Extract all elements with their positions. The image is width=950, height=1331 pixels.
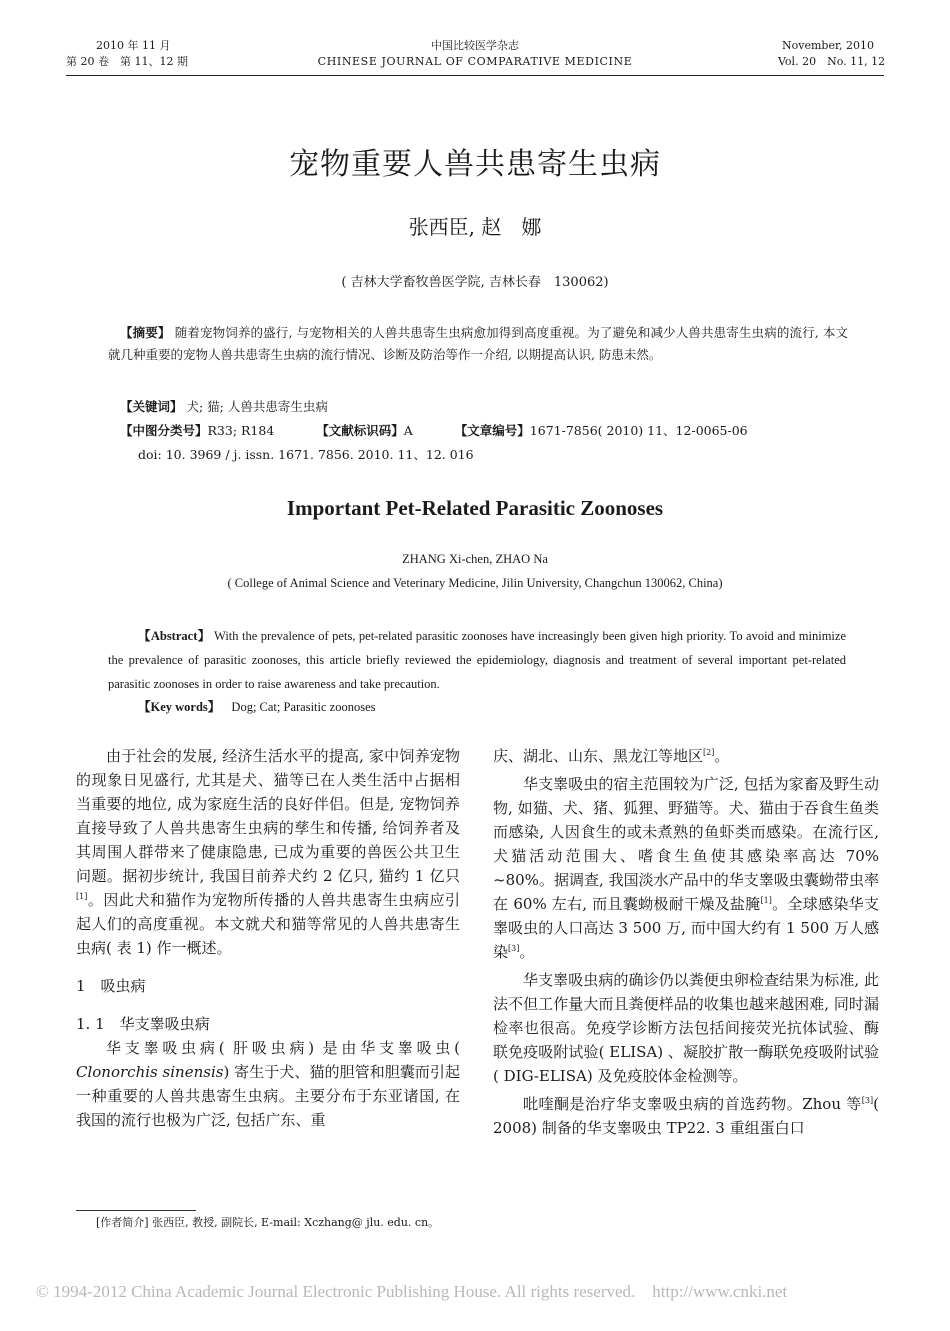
keywords-zh-label: 【关键词】 bbox=[120, 399, 183, 414]
author-footnote: [作者简介] 张西臣, 教授, 副院长, E-mail: Xczhang@ jlu. edu. cn。 bbox=[96, 1216, 440, 1229]
doc-code-value: A bbox=[403, 423, 413, 438]
treatment-text-a: 吡喹酮是治疗华支睾吸虫病的首选药物。Zhou 等 bbox=[523, 1095, 862, 1113]
journal-name-zh: 中国比较医学杂志 bbox=[431, 39, 519, 52]
abstract-zh-label: 【摘要】 bbox=[120, 325, 171, 340]
continued-text-a: 庆、湖北、山东、黑龙江等地区 bbox=[493, 747, 704, 765]
keywords-en-text: Dog; Cat; Parasitic zoonoses bbox=[231, 700, 376, 714]
article-number-label: 【文章编号】 bbox=[454, 423, 530, 438]
keywords-zh bbox=[108, 396, 860, 418]
header-date-en: November, 2010 bbox=[782, 39, 874, 52]
keywords-en bbox=[138, 696, 376, 718]
footnote-rule bbox=[76, 1210, 196, 1211]
clc-value: R33; R184 bbox=[207, 423, 275, 438]
citation-ref: [3] bbox=[508, 944, 520, 953]
paper-title-en: Important Pet-Related Parasitic Zoonoses bbox=[286, 496, 664, 520]
latin-species-name: Clonorchis sinensis bbox=[76, 1063, 224, 1081]
classification-line bbox=[108, 420, 860, 442]
host-paragraph bbox=[493, 772, 879, 964]
host-text-b: 。全球感染华支睾吸虫的人口高达 3 500 万, 而中国大约有 1 500 万人感染 bbox=[493, 895, 879, 961]
treatment-text-b: ( 2008) 制备的华支睾吸虫 TP22. 3 重组蛋白口 bbox=[493, 1095, 879, 1137]
section-heading-1-1: 1. 1 华支睾吸虫病 bbox=[76, 1015, 210, 1033]
doc-code-label: 【文献标识码】 bbox=[316, 423, 404, 438]
abstract-en bbox=[108, 624, 846, 696]
clonorchiasis-text-b: ) 寄生于犬、猫的胆管和胆囊而引起一种重要的人兽共患寄生虫病。主要分布于东亚诸国, 在我国的流行也极为广泛, 包括广东、重 bbox=[76, 1063, 460, 1129]
citation-ref: [2] bbox=[703, 748, 715, 757]
paper-title-zh: 宠物重要人兽共患寄生虫病 bbox=[289, 147, 661, 182]
body-right-column bbox=[493, 744, 879, 1140]
clonorchiasis-paragraph bbox=[76, 1036, 460, 1132]
copyright-notice: © 1994-2012 China Academic Journal Electronic Publishing House. All rights reserved. http://www.cnki.net bbox=[36, 1282, 788, 1301]
doi: doi: 10. 3969 / j. issn. 1671. 7856. 2010. 11、12. 016 bbox=[138, 447, 474, 462]
intro-text-a: 由于社会的发展, 经济生活水平的提高, 家中饲养宠物的现象日见盛行, 尤其是犬、猫等已在人类生活中占据相当重要的地位, 成为家庭生活的良好伴侣。但是, 宠物饲养直接导致了人兽共患寄生虫病的孳生和传播, 给饲养者及其周围人群带来了健康隐患, 已成为重要的兽医公共卫生问题。据初步统计, 我国目前养犬约 2 亿只, 猫约 1 亿只 bbox=[76, 747, 460, 885]
intro-paragraph bbox=[76, 744, 460, 960]
authors-en: ZHANG Xi-chen, ZHAO Na bbox=[402, 552, 548, 566]
article-number-value: 1671-7856( 2010) 11、12-0065-06 bbox=[529, 423, 748, 438]
header-date: 2010 年 11 月 bbox=[96, 39, 171, 52]
abstract-zh bbox=[108, 322, 848, 366]
header-right bbox=[778, 38, 885, 70]
intro-text-b: 。因此犬和猫作为宠物所传播的人兽共患寄生虫病应引起人们的高度重视。本文就犬和猫等常见的人兽共患寄生虫病( 表 1) 作一概述。 bbox=[76, 891, 460, 957]
header-volume: 第 20 卷 第 11、12 期 bbox=[66, 55, 188, 68]
authors-zh: 张西臣, 赵 娜 bbox=[408, 215, 542, 239]
host-text-a: 华支睾吸虫的宿主范围较为广泛, 包括为家畜及野生动物, 如猫、犬、猪、狐狸、野猫等。犬、猫由于吞食生鱼类而感染, 人因食生的或未煮熟的鱼虾类而感染。在流行区, 犬猫活动范围大、嗜食生鱼使其感染率高达 70% ~80%。据调查, 我国淡水产品中的华支睾吸虫囊蚴带虫率在 60% 左右, 而且囊蚴极耐干燥及盐腌 bbox=[493, 775, 879, 913]
clc-label: 【中图分类号】 bbox=[120, 423, 208, 438]
continued-text-b: 。 bbox=[714, 747, 730, 765]
journal-name-en: CHINESE JOURNAL OF COMPARATIVE MEDICINE bbox=[317, 55, 633, 68]
abstract-en-label: 【Abstract】 bbox=[138, 629, 211, 643]
citation-ref: [1] bbox=[76, 892, 88, 901]
affiliation-zh: ( 吉林大学畜牧兽医学院, 吉林长春 130062) bbox=[341, 275, 609, 290]
keywords-zh-text: 犬; 猫; 人兽共患寄生虫病 bbox=[186, 399, 328, 414]
citation-ref: [3] bbox=[861, 1096, 874, 1105]
diagnosis-paragraph: 华支睾吸虫病的确诊仍以粪便虫卵检查结果为标准, 此法不但工作量大而且粪便样品的收集也越来越困难, 同时漏检率也很高。免疫学诊断方法包括间接荧光抗体试验、酶联免疫吸附试验( ELISA) 、凝胶扩散一酶联免疫吸附试验( DIG-ELISA) 及免疫胶体金检测等。 bbox=[493, 971, 879, 1085]
abstract-en-text: With the prevalence of pets, pet-related parasitic zoonoses have increasingly been given high priority. To avoid and minimize the prevalence of parasitic zoonoses, this article briefly reviewed the epidemiology, diagnosis and treatment of several important pet-related parasitic zoonoses in order to raise awareness and take precaution. bbox=[108, 629, 846, 691]
header-volume-en: Vol. 20 No. 11, 12 bbox=[778, 55, 886, 68]
citation-ref: [1] bbox=[760, 896, 772, 905]
header-rule bbox=[66, 75, 884, 76]
continued-paragraph bbox=[493, 744, 879, 768]
section-heading-1: 1 吸虫病 bbox=[76, 977, 146, 995]
clonorchiasis-text-a: 华支睾吸虫病( 肝吸虫病) 是由华支睾吸虫( bbox=[106, 1039, 460, 1057]
treatment-paragraph bbox=[493, 1092, 879, 1140]
abstract-zh-text: 随着宠物饲养的盛行, 与宠物相关的人兽共患寄生虫病愈加得到高度重视。为了避免和减少人兽共患寄生虫病的流行, 本文就几种重要的宠物人兽共患寄生虫病的流行情况、诊断及防治等作一介绍, 以期提高认识, 防患未然。 bbox=[108, 325, 848, 362]
affiliation-en: ( College of Animal Science and Veterinary Medicine, Jilin University, Changchun 130062, China) bbox=[227, 576, 723, 590]
host-text-c: 。 bbox=[519, 943, 535, 961]
body-left-column bbox=[76, 744, 460, 1132]
keywords-en-label: 【Key words】 bbox=[138, 700, 221, 714]
